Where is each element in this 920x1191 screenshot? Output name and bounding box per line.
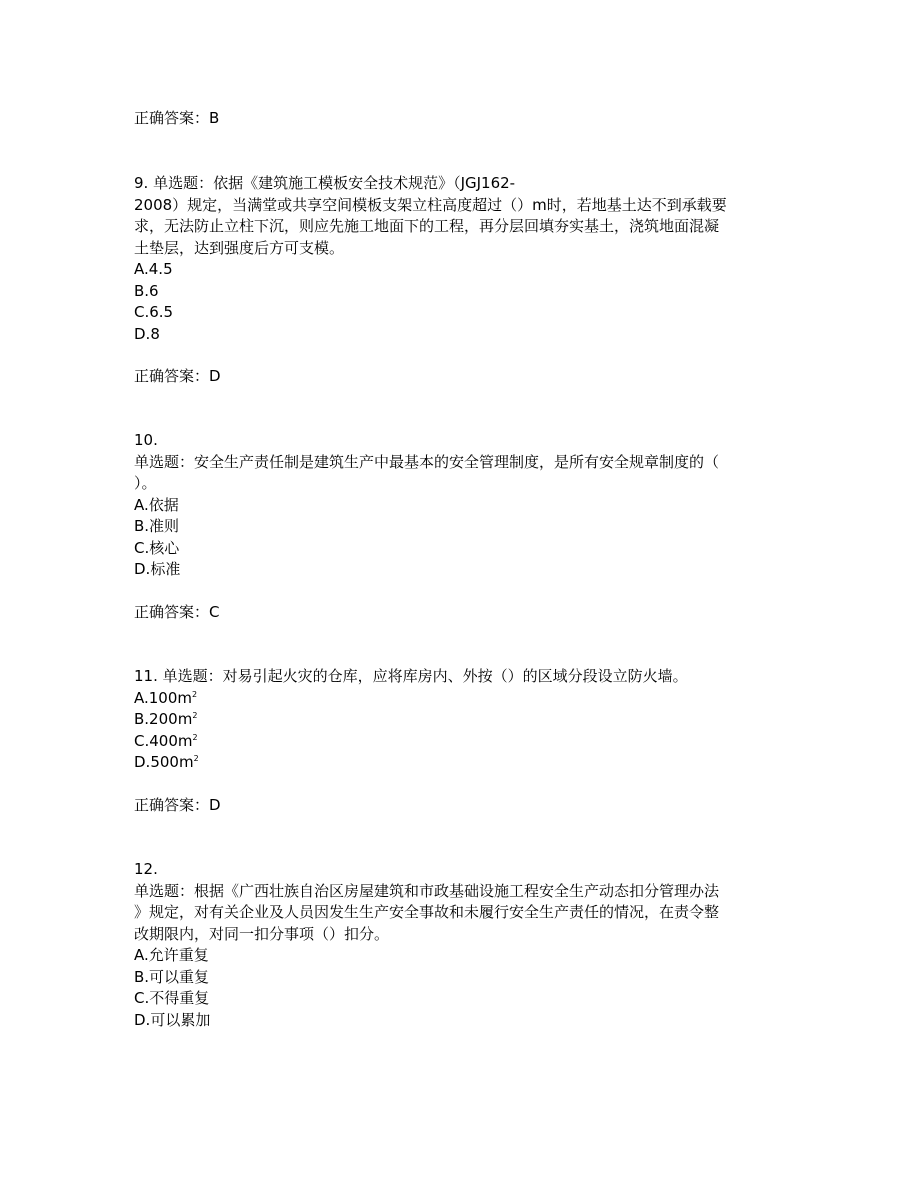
question-text-line: 12. (134, 860, 158, 878)
question-12 (134, 859, 794, 1031)
option-a: A.4.5 (134, 260, 173, 278)
option-a: A.依据 (134, 495, 179, 514)
question-text-line: 2008）规定，当满堂或共享空间模板支架立柱高度超过（）m时，若地基土达不到承载要 (134, 195, 727, 214)
answer-q10: 正确答案：C (134, 603, 220, 621)
option-a: A.允许重复 (134, 946, 209, 964)
answer-q8: 正确答案：B (134, 109, 220, 127)
superscript-2: 2 (192, 732, 198, 742)
option-d: D.8 (134, 324, 160, 343)
answer-q9: 正确答案：D (134, 367, 221, 385)
option-c-text: C.400m (134, 731, 193, 750)
question-text-line: 11. 单选题：对易引起火灾的仓库，应将库房内、外按（）的区域分段设立防火墙。 (134, 667, 688, 685)
option-b: B.可以重复 (134, 967, 210, 986)
option-d: D.标准 (134, 560, 181, 578)
option-d (134, 752, 794, 774)
option-c: C.不得重复 (134, 989, 210, 1007)
option-d: D.可以累加 (134, 1010, 211, 1029)
answer-q11: 正确答案：D (134, 796, 221, 814)
question-text-line: 9. 单选题：依据《建筑施工模板安全技术规范》（JGJ162- (134, 174, 516, 192)
option-b-text: B.200m (134, 710, 193, 728)
option-c (134, 731, 794, 753)
option-a-text: A.100m (134, 688, 193, 707)
superscript-2: 2 (193, 754, 199, 763)
question-text-line: 》规定，对有关企业及人员因发生生产安全事故和未履行安全生产责任的情况，在责令整 (134, 903, 720, 921)
question-text-line: ）。 (134, 474, 157, 492)
question-9 (134, 173, 794, 345)
superscript-2: 2 (192, 711, 198, 720)
option-b: B.准则 (134, 517, 180, 535)
option-a (134, 688, 794, 710)
question-10 (134, 430, 794, 581)
question-text-line: 改期限内，对同一扣分事项（）扣分。 (134, 924, 390, 943)
question-text-line: 求，无法防止立柱下沉，则应先施工地面下的工程，再分层回填夯实基土，浇筑地面混凝 (134, 217, 720, 235)
question-11 (134, 666, 794, 774)
question-text-line: 单选题：安全生产责任制是建筑生产中最基本的安全管理制度，是所有安全规章制度的（ (134, 452, 720, 471)
option-c: C.6.5 (134, 303, 174, 321)
option-b (134, 709, 794, 731)
question-text-line: 单选题：根据《广西壮族自治区房屋建筑和市政基础设施工程安全生产动态扣分管理办法 (134, 881, 720, 900)
question-text-line: 土垫层，达到强度后方可支模。 (134, 238, 345, 257)
question-text-line: 10. (134, 431, 158, 449)
superscript-2: 2 (192, 689, 198, 699)
option-d-text: D.500m (134, 753, 194, 771)
option-c: C.核心 (134, 538, 180, 557)
option-b: B.6 (134, 281, 159, 300)
